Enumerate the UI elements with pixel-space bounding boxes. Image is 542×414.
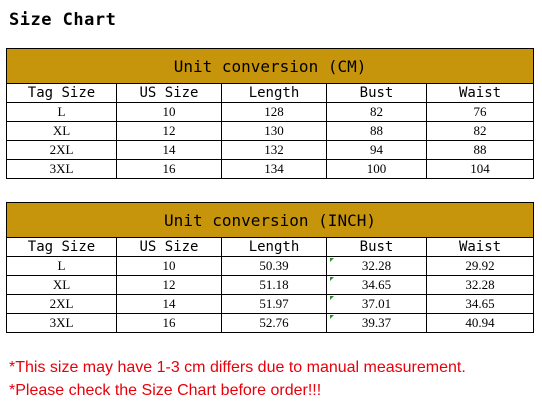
cell-bust: 32.28 <box>327 257 427 276</box>
table-header-cm: Unit conversion (CM) <box>7 49 534 84</box>
table-row <box>7 160 534 179</box>
cell-bust: 88 <box>327 122 427 141</box>
col-bust: Bust <box>327 84 427 103</box>
col-length: Length <box>222 238 327 257</box>
cell-tag-size: L <box>7 257 117 276</box>
cell-error-marker <box>330 258 334 262</box>
cell-waist: 104 <box>427 160 534 179</box>
col-bust: Bust <box>327 238 427 257</box>
cell-us-size: 16 <box>117 314 222 333</box>
cell-tag-size: 2XL <box>7 141 117 160</box>
cell-us-size: 14 <box>117 141 222 160</box>
table-header-inch: Unit conversion (INCH) <box>7 203 534 238</box>
cell-us-size: 14 <box>117 295 222 314</box>
cell-waist: 32.28 <box>427 276 534 295</box>
cell-waist: 34.65 <box>427 295 534 314</box>
cell-us-size: 10 <box>117 257 222 276</box>
table-row <box>7 103 534 122</box>
cell-tag-size: 3XL <box>7 314 117 333</box>
page-title: Size Chart <box>9 10 117 30</box>
cell-tag-size: 2XL <box>7 295 117 314</box>
cell-bust: 94 <box>327 141 427 160</box>
cell-bust: 37.01 <box>327 295 427 314</box>
col-length: Length <box>222 84 327 103</box>
cell-length: 130 <box>222 122 327 141</box>
col-waist: Waist <box>427 84 534 103</box>
cell-length: 128 <box>222 103 327 122</box>
cell-waist: 40.94 <box>427 314 534 333</box>
size-table-inch <box>6 202 534 333</box>
col-us-size: US Size <box>117 238 222 257</box>
cell-waist: 88 <box>427 141 534 160</box>
table-row <box>7 141 534 160</box>
col-us-size: US Size <box>117 84 222 103</box>
col-waist: Waist <box>427 238 534 257</box>
cell-length: 51.97 <box>222 295 327 314</box>
table-row <box>7 314 534 333</box>
cell-us-size: 16 <box>117 160 222 179</box>
cell-bust: 34.65 <box>327 276 427 295</box>
cell-waist: 29.92 <box>427 257 534 276</box>
cell-bust: 100 <box>327 160 427 179</box>
cell-us-size: 12 <box>117 276 222 295</box>
cell-bust: 39.37 <box>327 314 427 333</box>
col-tag-size: Tag Size <box>7 238 117 257</box>
cell-us-size: 10 <box>117 103 222 122</box>
cell-error-marker <box>330 315 334 319</box>
table-row <box>7 295 534 314</box>
cell-tag-size: XL <box>7 122 117 141</box>
cell-us-size: 12 <box>117 122 222 141</box>
cell-length: 51.18 <box>222 276 327 295</box>
cell-tag-size: 3XL <box>7 160 117 179</box>
cell-length: 134 <box>222 160 327 179</box>
cell-error-marker <box>330 296 334 300</box>
table-row <box>7 122 534 141</box>
col-tag-size: Tag Size <box>7 84 117 103</box>
table-row <box>7 276 534 295</box>
cell-waist: 76 <box>427 103 534 122</box>
cell-tag-size: L <box>7 103 117 122</box>
cell-length: 50.39 <box>222 257 327 276</box>
check-chart-note: *Please check the Size Chart before order!!! <box>9 382 322 399</box>
cell-length: 132 <box>222 141 327 160</box>
cell-tag-size: XL <box>7 276 117 295</box>
table-row <box>7 257 534 276</box>
cell-bust: 82 <box>327 103 427 122</box>
cell-waist: 82 <box>427 122 534 141</box>
cell-error-marker <box>330 277 334 281</box>
size-table-cm <box>6 48 534 179</box>
measurement-note: *This size may have 1-3 cm differs due to manual measurement. <box>9 359 466 376</box>
cell-length: 52.76 <box>222 314 327 333</box>
